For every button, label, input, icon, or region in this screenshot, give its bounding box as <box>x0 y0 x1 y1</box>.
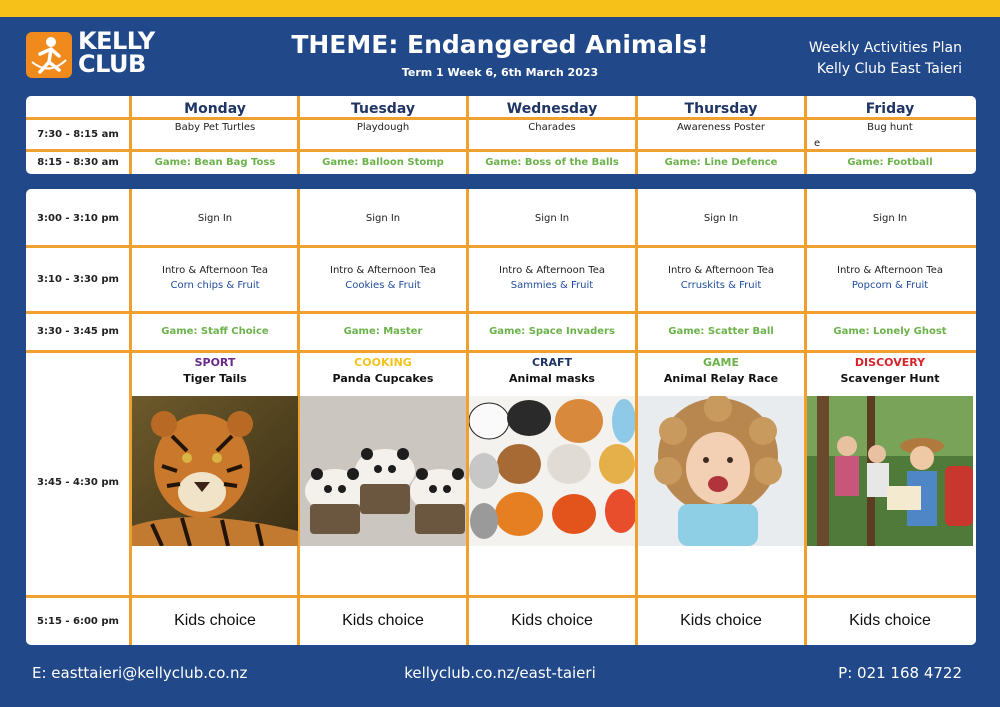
kelly-club-logo <box>26 27 156 80</box>
morning-activity: Playdough <box>356 122 410 133</box>
afternoon-tea-label: Intro & Afternoon Tea <box>499 265 605 276</box>
time-slot-label: 3:30 - 3:45 pm <box>37 326 119 337</box>
activity-category: GAME <box>702 356 739 369</box>
afternoon-tea-food: Sammies & Fruit <box>510 280 594 291</box>
time-slot-label: 3:10 - 3:30 pm <box>37 274 119 285</box>
afternoon-game: Game: Lonely Ghost <box>833 326 947 337</box>
day-header-wednesday: Wednesday <box>506 101 598 117</box>
plan-heading: Weekly Activities Plan Kelly Club East Taieri <box>808 40 962 77</box>
afternoon-tea-food: Popcorn & Fruit <box>851 280 929 291</box>
morning-schedule-panel <box>26 96 976 174</box>
stray-text: e <box>814 138 821 149</box>
activity-name: Scavenger Hunt <box>840 372 940 385</box>
afternoon-tea-food: Corn chips & Fruit <box>170 280 260 291</box>
morning-activity: Baby Pet Turtles <box>174 122 256 133</box>
morning-game: Game: Bean Bag Toss <box>154 157 276 168</box>
morning-game: Game: Balloon Stomp <box>322 157 444 168</box>
afternoon-game: Game: Space Invaders <box>489 326 615 337</box>
afternoon-tea-label: Intro & Afternoon Tea <box>668 265 774 276</box>
afternoon-tea-cell <box>132 265 298 291</box>
morning-activity: Bug hunt <box>867 122 913 133</box>
morning-game: Game: Boss of the Balls <box>485 157 619 168</box>
afternoon-tea-label: Intro & Afternoon Tea <box>330 265 436 276</box>
activity-category: CRAFT <box>531 356 573 369</box>
afternoon-tea-cell <box>807 265 973 291</box>
kids-choice-cell: Kids choice <box>174 612 256 629</box>
activity-name: Animal masks <box>509 372 595 385</box>
time-slot-label: 7:30 - 8:15 am <box>37 129 119 140</box>
time-slot-label: 8:15 - 8:30 am <box>37 157 119 168</box>
kids-choice-cell: Kids choice <box>511 612 593 629</box>
page-subtitle: Term 1 Week 6, 6th March 2023 <box>401 66 599 79</box>
activity-category: COOKING <box>354 356 412 369</box>
main-activity-tuesday <box>300 356 466 385</box>
logo-figure-icon <box>26 32 72 78</box>
time-slot-label: 5:15 - 6:00 pm <box>37 616 119 627</box>
lion-costume-photo <box>638 396 804 546</box>
kids-choice-cell: Kids choice <box>680 612 762 629</box>
footer-phone: P: 021 168 4722 <box>838 664 962 682</box>
kids-choice-cell: Kids choice <box>849 612 931 629</box>
day-header-friday: Friday <box>865 101 915 117</box>
sign-in-cell: Sign In <box>872 213 908 224</box>
page-title: THEME: Endangered Animals! <box>291 30 709 59</box>
kids-choice-cell: Kids choice <box>342 612 424 629</box>
sign-in-cell: Sign In <box>703 213 739 224</box>
main-activity-wednesday <box>469 356 635 385</box>
activity-category: DISCOVERY <box>854 356 926 369</box>
morning-game: Game: Football <box>847 157 933 168</box>
afternoon-tea-food: Crruskits & Fruit <box>680 280 762 291</box>
afternoon-game: Game: Staff Choice <box>161 326 269 337</box>
tiger-photo <box>132 396 298 546</box>
activity-name: Panda Cupcakes <box>332 372 434 385</box>
main-activity-monday <box>132 356 298 385</box>
logo-text: KELLY CLUB <box>78 27 155 78</box>
morning-activity: Awareness Poster <box>676 122 766 133</box>
time-slot-label: 3:00 - 3:10 pm <box>37 213 119 224</box>
afternoon-tea-cell <box>300 265 466 291</box>
morning-game: Game: Line Defence <box>664 157 778 168</box>
footer-website[interactable]: kellyclub.co.nz/east-taieri <box>404 664 596 682</box>
scavenger-hunt-photo <box>807 396 973 546</box>
afternoon-tea-cell <box>638 265 804 291</box>
day-header-monday: Monday <box>184 101 246 117</box>
day-header-tuesday: Tuesday <box>351 101 415 117</box>
panda-cupcakes-photo <box>300 396 466 546</box>
top-accent-bar <box>0 0 1000 17</box>
animal-masks-photo <box>469 396 635 546</box>
activity-category: SPORT <box>194 356 236 369</box>
main-activity-thursday <box>638 356 804 385</box>
activity-name: Animal Relay Race <box>663 372 779 385</box>
sign-in-cell: Sign In <box>197 213 233 224</box>
morning-activity: Charades <box>528 122 576 133</box>
time-slot-label: 3:45 - 4:30 pm <box>37 477 119 488</box>
afternoon-game: Game: Scatter Ball <box>668 326 774 337</box>
sign-in-cell: Sign In <box>534 213 570 224</box>
afternoon-game: Game: Master <box>343 326 423 337</box>
afternoon-tea-food: Cookies & Fruit <box>345 280 421 291</box>
day-header-thursday: Thursday <box>684 101 758 117</box>
afternoon-schedule-panel <box>26 189 976 645</box>
main-activity-friday <box>807 356 973 385</box>
footer-email[interactable]: E: easttaieri@kellyclub.co.nz <box>32 664 248 682</box>
sign-in-cell: Sign In <box>365 213 401 224</box>
afternoon-tea-cell <box>469 265 635 291</box>
afternoon-tea-label: Intro & Afternoon Tea <box>837 265 943 276</box>
afternoon-tea-label: Intro & Afternoon Tea <box>162 265 268 276</box>
activity-name: Tiger Tails <box>183 372 247 385</box>
